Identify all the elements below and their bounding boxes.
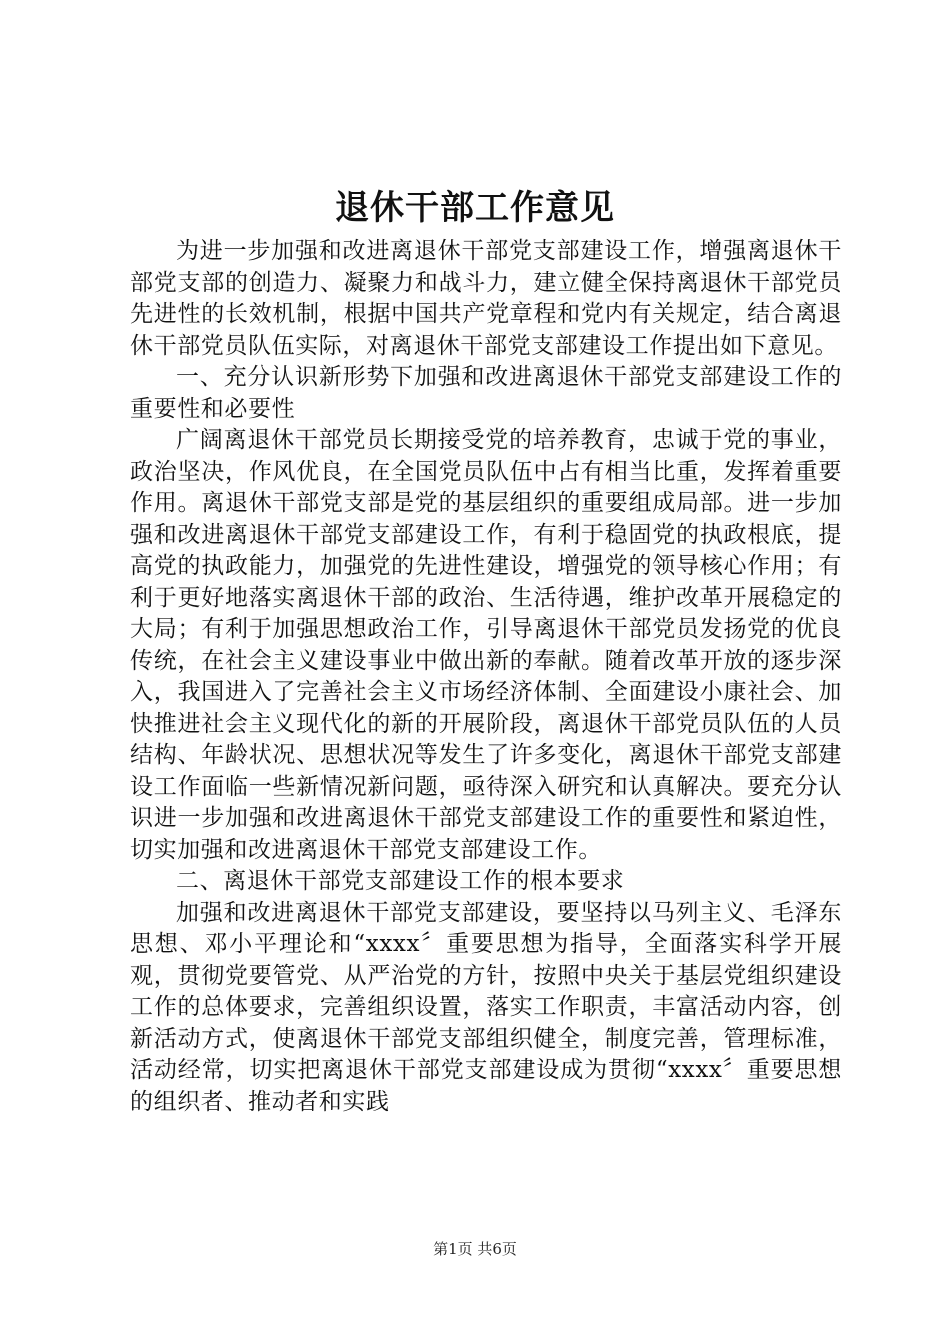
- section-heading-1: 一、充分认识新形势下加强和改进离退休干部党支部建设工作的重要性和必要性: [130, 364, 842, 422]
- document-title: 退休干部工作意见: [335, 188, 615, 228]
- document-body: [130, 236, 842, 1118]
- paragraph-section-1: 广阔离退休干部党员长期接受党的培养教育，忠诚于党的事业，政治坚决，作风优良，在全国党员队伍中占有相当比重，发挥着重要作用。离退休干部党支部是党的基层组织的重要组成局部。进一步加强和改进离退休干部党支部建设工作，有利于稳固党的执政根底，提高党的执政能力，加强党的先进性建设，增强党的领导核心作用；有利于更好地落实离退休干部的政治、生活待遇，维护改革开展稳定的大局；有利于加强思想政治工作，引导离退休干部党员发扬党的优良传统，在社会主义建设事业中做出新的奉献。随着改革开放的逐步深入，我国进入了完善社会主义市场经济体制、全面建设小康社会、加快推进社会主义现代化的新的开展阶段，离退休干部党员队伍的人员结构、年龄状况、思想状况等发生了许多变化，离退休干部党支部建设工作面临一些新情况新问题，亟待深入研究和认真解决。要充分认识进一步加强和改进离退休干部党支部建设工作的重要性和紧迫性，切实加强和改进离退休干部党支部建设工作。: [130, 427, 842, 863]
- section-heading-2: 二、离退休干部党支部建设工作的根本要求: [176, 868, 625, 894]
- paragraph-section-2: 加强和改进离退休干部党支部建设，要坚持以马列主义、毛泽东思想、邓小平理论和“xxxx〞重要思想为指导，全面落实科学开展观，贯彻党要管党、从严治党的方针，按照中央关于基层党组织建设工作的总体要求，完善组织设置，落实工作职责，丰富活动内容，创新活动方式，使离退休干部党支部组织健全，制度完善，管理标准，活动经常，切实把离退休干部党支部建设成为贯彻“xxxx〞重要思想的组织者、推动者和实践: [130, 899, 842, 1115]
- paragraph-intro: 为进一步加强和改进离退休干部党支部建设工作，增强离退休干部党支部的创造力、凝聚力和战斗力，建立健全保持离退休干部党员先进性的长效机制，根据中国共产党章程和党内有关规定，结合离退休干部党员队伍实际，对离退休干部党支部建设工作提出如下意见。: [130, 238, 842, 359]
- page-footer: 第1页 共6页: [433, 1240, 517, 1258]
